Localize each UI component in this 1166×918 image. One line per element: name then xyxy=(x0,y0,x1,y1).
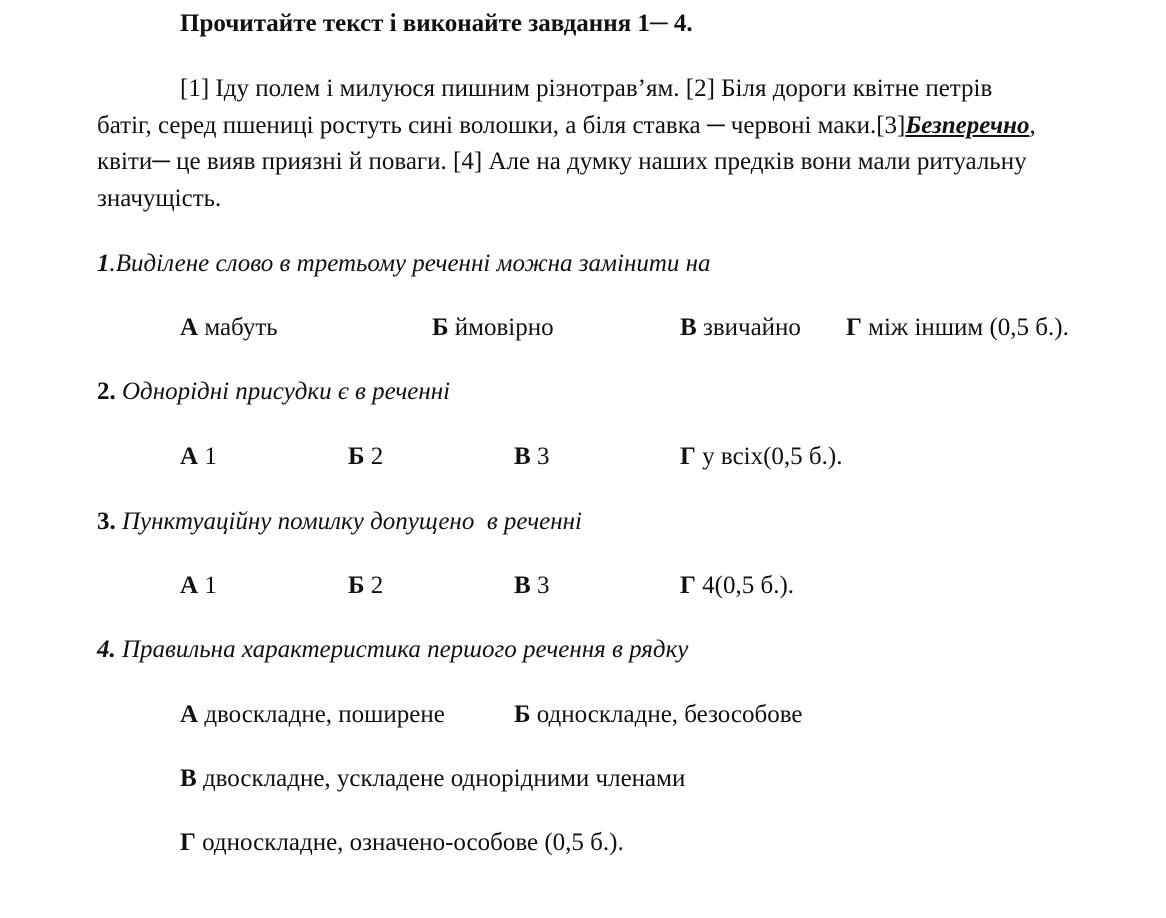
q1-option-a-letter: А xyxy=(180,314,199,341)
question-3 xyxy=(97,504,582,540)
q3-option-d xyxy=(680,568,794,604)
question-1-number: 1 xyxy=(97,250,110,277)
q3-option-c-text: 3 xyxy=(530,572,550,599)
q1-option-a xyxy=(180,310,278,346)
q3-option-a-text: 1 xyxy=(198,572,217,599)
passage-line-2-start: батіг, серед пшениці ростуть сині волошки, а біля ставка ─ червоні маки.[3] xyxy=(97,111,906,139)
passage-line-1: [1] Іду полем і милуюся пишним різнотрав’ям. [2] Біля дороги квітне петрів xyxy=(180,75,993,102)
q2-option-a-text: 1 xyxy=(198,443,217,470)
q1-option-b-letter: Б xyxy=(432,314,449,341)
q1-option-a-text: мабуть xyxy=(198,314,278,341)
question-2 xyxy=(97,374,450,410)
passage-line-2-end: , xyxy=(1029,111,1036,139)
q1-option-c xyxy=(680,310,801,346)
task-title: Прочитайте текст і виконайте завдання 1─ 4. xyxy=(180,10,693,37)
q1-option-d-letter: Г xyxy=(846,314,862,341)
q3-option-d-letter: Г xyxy=(680,572,696,599)
q4-option-b-letter: Б xyxy=(514,701,531,728)
reading-passage xyxy=(97,71,1142,217)
q3-option-b-text: 2 xyxy=(364,572,384,599)
highlighted-word: Безперечно xyxy=(905,111,1030,139)
q3-option-d-text: 4(0,5 б.). xyxy=(695,572,795,599)
q1-option-d xyxy=(846,310,1069,346)
q2-option-d-letter: Г xyxy=(680,443,696,470)
question-4-text: Правильна характеристика першого речення в рядку xyxy=(115,636,689,663)
q4-option-b-text: односкладне, безособове xyxy=(530,701,803,728)
question-3-number: 3. xyxy=(97,508,116,535)
q4-option-c-text: двоскладне, ускладене однорідними членами xyxy=(196,765,686,792)
question-1 xyxy=(97,246,711,282)
q4-option-c xyxy=(180,761,685,797)
q1-option-b xyxy=(432,310,554,346)
q3-option-b xyxy=(348,568,383,604)
q4-option-a xyxy=(180,697,445,733)
q4-option-b xyxy=(514,697,803,733)
q2-option-c-text: 3 xyxy=(530,443,550,470)
q4-option-a-letter: А xyxy=(180,701,199,728)
q1-option-d-text: між іншим (0,5 б.). xyxy=(861,314,1069,341)
q4-option-d xyxy=(180,825,624,861)
q2-option-c xyxy=(514,439,549,475)
q3-option-c xyxy=(514,568,549,604)
passage-line-4: значущість. xyxy=(97,184,222,212)
q2-option-a-letter: А xyxy=(180,443,199,470)
question-3-text: Пунктуаційну помилку допущено в реченні xyxy=(115,508,582,535)
q4-option-d-letter: Г xyxy=(180,829,196,856)
q2-option-b xyxy=(348,439,383,475)
q4-option-d-text: односкладне, означено-особове (0,5 б.). xyxy=(195,829,624,856)
q2-option-d xyxy=(680,439,842,475)
q1-option-b-text: ймовірно xyxy=(448,314,554,341)
question-4 xyxy=(97,632,688,668)
q3-option-a xyxy=(180,568,217,604)
q3-option-c-letter: В xyxy=(514,572,531,599)
q4-option-a-text: двоскладне, поширене xyxy=(198,701,445,728)
passage-line-2 xyxy=(97,108,1142,145)
question-4-number: 4. xyxy=(97,636,116,663)
question-1-text: .Виділене слово в третьому реченні можна замінити на xyxy=(109,250,711,277)
q2-option-b-letter: Б xyxy=(348,443,365,470)
q2-option-a xyxy=(180,439,217,475)
question-2-text: Однорідні присудки є в реченні xyxy=(115,378,451,405)
q2-option-d-text: у всіх(0,5 б.). xyxy=(695,443,843,470)
passage-line-3: квіти─ це вияв приязні й поваги. [4] Але на думку наших предків вони мали ритуальну xyxy=(97,148,1027,175)
q3-option-a-letter: А xyxy=(180,572,199,599)
q1-option-c-letter: В xyxy=(680,314,697,341)
q2-option-c-letter: В xyxy=(514,443,531,470)
q3-option-b-letter: Б xyxy=(348,572,365,599)
q2-option-b-text: 2 xyxy=(364,443,384,470)
q1-option-c-text: звичайно xyxy=(696,314,801,341)
question-2-number: 2. xyxy=(97,378,116,405)
q4-option-c-letter: В xyxy=(180,765,197,792)
